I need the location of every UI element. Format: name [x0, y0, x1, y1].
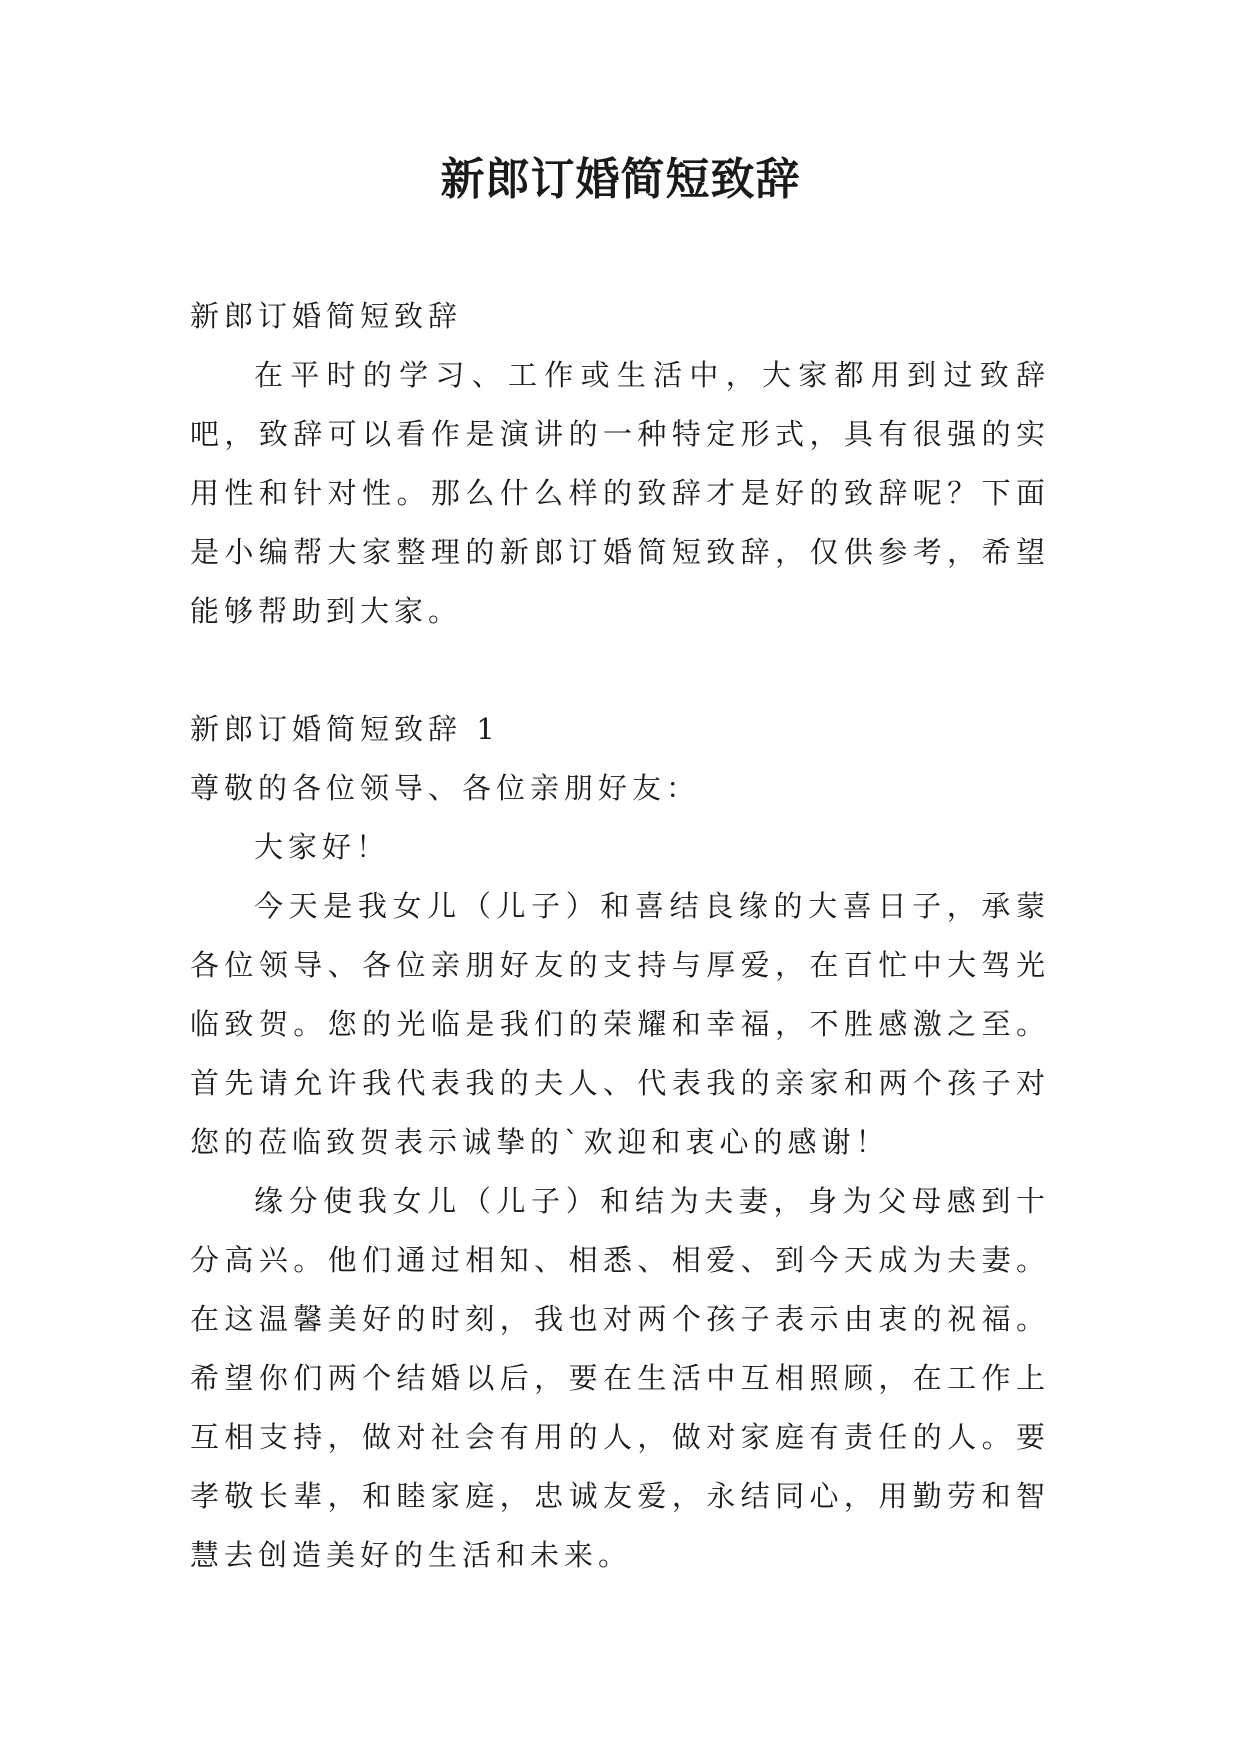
- document-body: [190, 287, 1050, 1585]
- document-title: 新郎订婚简短致辞: [440, 154, 801, 205]
- body-paragraph-1: 今天是我女儿（儿子）和喜结良缘的大喜日子，承蒙各位领导、各位亲朋好友的支持与厚爱，在百忙中大驾光临致贺。您的光临是我们的荣耀和幸福，不胜感激之至。首先请允许我代表我的夫人、代表我的亲家和两个孩子对您的莅临致贺表示诚挚的`欢迎和衷心的感谢！: [190, 889, 1050, 1159]
- document-subtitle: 新郎订婚简短致辞: [190, 299, 463, 333]
- section-spacer: [190, 641, 1050, 700]
- greeting: 大家好！: [254, 830, 391, 864]
- intro-paragraph: 在平时的学习、工作或生活中，大家都用到过致辞吧，致辞可以看作是演讲的一种特定形式，具有很强的实用性和针对性。那么什么样的致辞才是好的致辞呢？下面是小编帮大家整理的新郎订婚简短致辞，仅供参考，希望能够帮助到大家。: [190, 358, 1050, 628]
- body-paragraph-2: 缘分使我女儿（儿子）和结为夫妻，身为父母感到十分高兴。他们通过相知、相悉、相爱、到今天成为夫妻。在这温馨美好的时刻，我也对两个孩子表示由衷的祝福。希望你们两个结婚以后，要在生活中互相照顾，在工作上互相支持，做对社会有用的人，做对家庭有责任的人。要孝敬长辈，和睦家庭，忠诚友爱，永结同心，用勤劳和智慧去创造美好的生活和未来。: [190, 1184, 1050, 1572]
- section-heading: 新郎订婚简短致辞 1: [190, 712, 500, 746]
- salutation: 尊敬的各位领导、各位亲朋好友：: [190, 771, 701, 805]
